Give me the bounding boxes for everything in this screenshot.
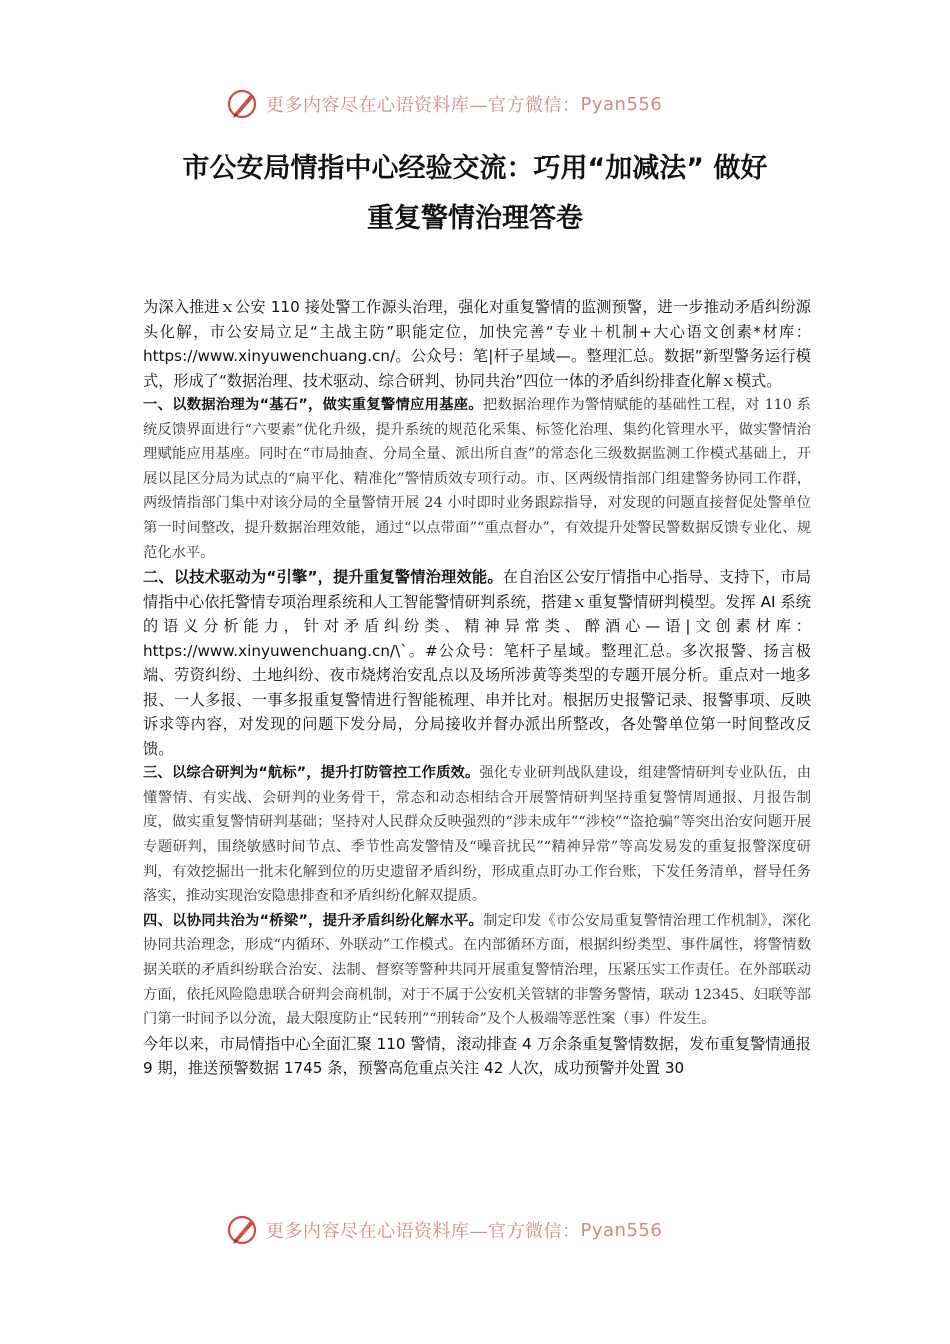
section-2-text: 在自治区公安厅情指中心指导、支持下，市局情指中心依托警情专项治理系统和人工智能警情研判系统，搭建ｘ重复警情研判模型。发挥 AI 系统的语义分析能力，针对矛盾纠纷类、精神异常类、醉酒心—语|文创素材库：https://www.xinyuwenchuang.cn/\`。#公众号：笔杆子星域。整理汇总。多次报警、扬言极端、劳资纠纷、土地纠纷、夜市烧烤治安乱点以及场所涉黄等类型的专题开展分析。重点对一地多报、一人多报、一事多报重复警情进行智能梳理、串并比对。根据历史报警记录、报警事项、反映诉求等内容，对发现的问题下发分局，分局接收并督办派出所整改，各处警单位第一时间整改反馈。 [143, 568, 812, 758]
section-4-text: 制定印发《市公安局重复警情治理工作机制》，深化协同共治理念，形成“内循环、外联动”工作模式。在内部循环方面，根据纠纷类型、事件属性，将警情数据关联的矛盾纠纷联合治安、法制、督察等警种共同开展重复警情治理，压紧压实工作责任。在外部联动方面，依托风险隐患联合研判会商机制，对于不属于公安机关管辖的非警务警情，联动 12345、妇联等部门第一时间予以分流，最大限度防止“民转刑”“刑转命”及个人极端等恶性案（事）件发生。 [143, 912, 811, 1028]
watermark-wechat-id: Pyan556 [580, 93, 663, 115]
section-2-heading: 二、以技术驱动为“引擎”，提升重复警情治理效能。 [143, 568, 503, 587]
watermark-footer [226, 1212, 662, 1248]
watermark-header [226, 86, 662, 122]
summary-text: 今年以来，市局情指中心全面汇聚 110 警情，滚动排查 4 万余条重复警情数据，发布重复警情通报 9 期，推送预警数据 1745 条，预警高危重点关注 42 人次，成功预警并处置 30 [143, 1034, 811, 1078]
intro-paragraph [143, 295, 811, 393]
watermark-text: 更多内容尽在心语资料库—官方微信： [266, 1221, 581, 1242]
section-3-text: 强化专业研判战队建设，组建警情研判专业队伍，由懂警情、有实战、会研判的业务骨干，常态和动态相结合开展警情研判坚持重复警情周通报、月报告制度，做实重复警情研判基础；坚持对人民群众反映强烈的“涉未成年”“涉校”“盗抢骗”等突出治安问题开展专题研判，围绕敏感时间节点、季节性高发警情及“噪音扰民”“精神异常”等高发易发的重复报警深度研判，有效挖掘出一批未化解到位的历史遗留矛盾纠纷，形成重点盯办工作台账，下发任务清单，督导任务落实，推动实现治安隐患排查和矛盾纠纷化解双提质。 [143, 765, 811, 905]
section-2-paragraph [143, 565, 811, 761]
page-title-line-1: 市公安局情指中心经验交流：巧用“加减法” 做好 [182, 153, 768, 184]
section-1-heading: 一、以数据治理为“基石”，做实重复警情应用基座。 [143, 397, 483, 413]
article-body [143, 295, 811, 1081]
section-4-heading: 四、以协同共治为“桥梁”，提升矛盾纠纷化解水平。 [143, 912, 484, 929]
section-1-paragraph [143, 393, 811, 565]
watermark-wechat-id: Pyan556 [580, 1219, 663, 1241]
watermark-text: 更多内容尽在心语资料库—官方微信： [266, 95, 581, 116]
section-1-text: 把数据治理作为警情赋能的基础性工程，对 110 系统反馈界面进行“六要素”优化升级，提升系统的规范化采集、标签化治理、集约化管理水平，做实警情治理赋能应用基座。同时在“市局抽查、分局全量、派出所自查”的常态化三级数据监测工作模式基础上，开展以昆区分局为试点的“扁平化、精准化”警情质效专项行动。市、区两级情指部门组建警务协同工作群，两级情指部门集中对该分局的全量警情开展 24 小时即时业务跟踪指导，对发现的问题直接督促处警单位第一时间整改，提升数据治理效能，通过“以点带面”“重点督办”，有效提升处警民警数据反馈专业化、规范化水平。 [143, 397, 811, 561]
section-3-heading: 三、以综合研判为“航标”，提升打防管控工作质效。 [143, 765, 480, 782]
page-title-line-2: 重复警情治理答卷 [367, 203, 583, 234]
pen-logo-icon [226, 1213, 260, 1247]
section-4-paragraph [143, 909, 811, 1032]
intro-text: 为深入推进ｘ公安 110 接处警工作源头治理，强化对重复警情的监测预警，进一步推动矛盾纠纷源头化解，市公安局立足“主战主防”职能定位，加快完善“专业＋机制+大心语文创素*材库：https://www.xinyuwenchuang.cn/。公众号：笔|杆子星域—。整理汇总。数据”新型警务运行模式，形成了“数据治理、技术驱动、综合研判、协同共治”四位一体的矛盾纠纷排查化解ｘ模式。 [143, 298, 811, 390]
summary-paragraph [143, 1032, 811, 1081]
pen-logo-icon [226, 87, 260, 121]
section-3-paragraph [143, 761, 811, 909]
